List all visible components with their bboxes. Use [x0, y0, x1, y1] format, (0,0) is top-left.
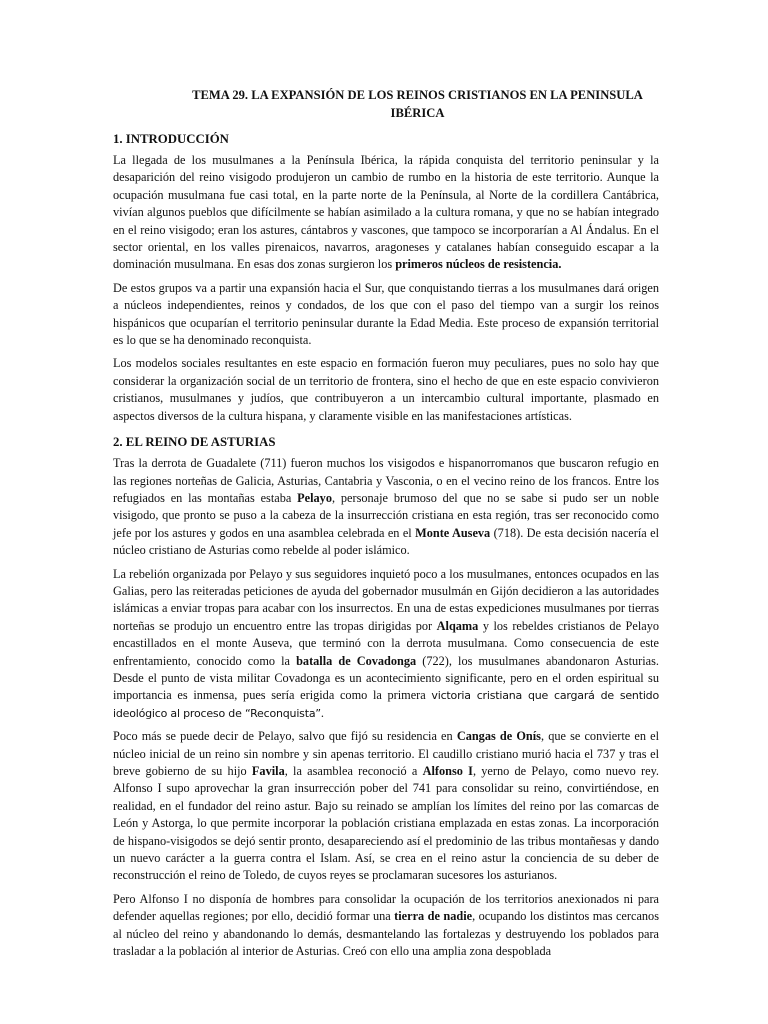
text-run: Poco más se puede decir de Pelayo, salvo que fijó su residencia en [113, 729, 457, 744]
paragraph [113, 455, 659, 559]
text-run: (722), los musulmanes abandonaron Asturias. Desde el punto de vista militar Covadonga es un acontecimiento significante, pero en el orden espiritual su importancia es inmensa, pues sería erigida como la primera [113, 653, 659, 703]
text-run: La rebelión organizada por Pelayo y sus seguidores inquietó poco a los musulmanes, entonces ocupados en las Galias, pero las reiteradas peticiones de ayuda del gobernador musulmán en Gijón decidieron a las autoridades islámicas a enviar tropas para acabar con los insurrectos. En una de estas expediciones musulmanes por tierras norteñas se produjo un encuentro entre las tropas dirigidas por [113, 566, 659, 633]
text-run: Los modelos sociales resultantes en este espacio en formación fueron muy peculiares, pues no solo hay que considerar la organización social de un territorio de frontera, sino el hecho de que en este espacio convivieron cristianos, musulmanes y judíos, que contribuyeron a un intercambio cultural importante, plasmado en aspectos diversos de la cultura hispana, y claramente visible en las manifestaciones artísticas. [113, 356, 659, 423]
paragraph [113, 891, 659, 961]
text-run: (718). De esta decisión nacería el núcleo cristiano de Asturias como rebelde al poder islámico. [113, 525, 659, 558]
document-title: TEMA 29. LA EXPANSIÓN DE LOS REINOS CRISTIANOS EN LA PENINSULA IBÉRICA [192, 88, 643, 120]
paragraph [113, 728, 659, 885]
bold-term: Favila [251, 764, 285, 778]
text-run: , personaje brumoso del que no se sabe si pudo ser un noble visigodo, que pronto se puso a la cabeza de la insurrección cristiana en esta región, tras ser reconocido como jefe por los astures y godos en una asamblea celebrada en el [113, 490, 659, 540]
text-run: La llegada de los musulmanes a la Península Ibérica, la rápida conquista del territorio peninsular y la desaparición del reino visigodo produjeron un cambio de rumbo en la historia de este territorio. Aunque la ocupación musulmana fue casi total, en la parte norte de la Península, al Norte de la cordillera Cantábrica, vivían algunos pueblos que difícilmente se habían asimilado a la cultura romana, y que no se habían integrado en el reino visigodo; eran los astures, cántabros y vascones, que tampoco se incorporarían a Al Ándalus. En el sector oriental, en los valles pirenaicos, navarros, aragoneses y catalanes habían conseguido escapar a la dominación musulmana. En esas dos zonas surgieron los [113, 153, 659, 272]
text-run: , la asamblea reconoció a [284, 764, 423, 778]
text-run: , ocupando los distintos mas cercanos al núcleo del reino y abandonando lo demás, desmantelando las fortalezas y destruyendo los poblados para trasladar a la población al interior de Asturias. Creó con ello una amplia zona despoblada [113, 909, 659, 959]
text-run: Pero Alfonso I no disponía de hombres para consolidar la ocupación de los territorios anexionados ni para defender aquellas regiones; por ello, decidió formar una [113, 891, 659, 924]
paragraph [113, 152, 659, 274]
bold-term: Cangas de Onís [456, 729, 541, 744]
bold-term: primeros núcleos de resistencia. [395, 257, 562, 272]
bold-term: Monte Auseva [415, 525, 491, 540]
sections-container [113, 130, 659, 960]
paragraph [113, 355, 659, 425]
paragraph [113, 280, 659, 350]
bold-term: Pelayo [297, 490, 332, 505]
text-run: , que se convierte en el núcleo inicial de un reino sin nombre y sin apenas territorio. El caudillo cristiano murió hacia el 737 y tras el breve gobierno de su hijo [113, 729, 659, 778]
document-body [113, 86, 659, 966]
bold-term: tierra de nadie [394, 909, 473, 924]
paragraph [113, 566, 659, 723]
bold-term: batalla de Covadonga [296, 653, 417, 668]
handwritten-style-text: victoria cristiana que cargará de sentido ideológico al proceso de “Reconquista” [113, 689, 659, 720]
text-run: Tras la derrota de Guadalete (711) fueron muchos los visigodos e hispanorromanos que buscaron refugio en las regiones norteñas de Galicia, Asturias, Cantabria y Vasconia, o en el vecino reino de los francos. Entre los refugiados en las montañas estaba [113, 456, 659, 505]
text-run: , yerno de Pelayo, como nuevo rey. Alfonso I supo aprovechar la gran insurrección pober del 741 para consolidar su reino, convirtiéndose, en realidad, en el fundador del reino astur. Bajo su reinado se amplían los límites del reino por las comarcas de León y Astorga, lo que permite incorporar la población cristiana emplazada en estas zonas. La incorporación de hispano-visigodos se dejó sentir pronto, desapareciendo así el predominio de las tribus montañesas y dando un nuevo carácter a la guerra contra el Islam. Así, se crea en el reino astur la conciencia de su deber de reconstrucción el reino de Toledo, de cuyos reyes se proclamaran sucesores los asturianos. [113, 764, 659, 883]
bold-term: Alfonso I [422, 764, 473, 778]
section-heading: 2. EL REINO DE ASTURIAS [113, 435, 276, 450]
bold-term: Alqama [436, 618, 479, 633]
section-heading: 1. INTRODUCCIÓN [113, 132, 229, 146]
text-run: y los rebeldes cristianos de Pelayo encastillados en el monte Auseva, que terminó con la derrota musulmana. Como consecuencia de este enfrentamiento, conocido como la [113, 618, 659, 668]
text-run: De estos grupos va a partir una expansión hacia el Sur, que conquistando tierras a los musulmanes dará origen a núcleos independientes, reinos y condados, de los que con el paso del tiempo van a surgir los reinos hispánicos que ocuparían el territorio peninsular durante la Edad Media. Este proceso de expansión territorial es lo que se ha denominado reconquista. [113, 280, 659, 348]
text-run: . [320, 705, 324, 720]
